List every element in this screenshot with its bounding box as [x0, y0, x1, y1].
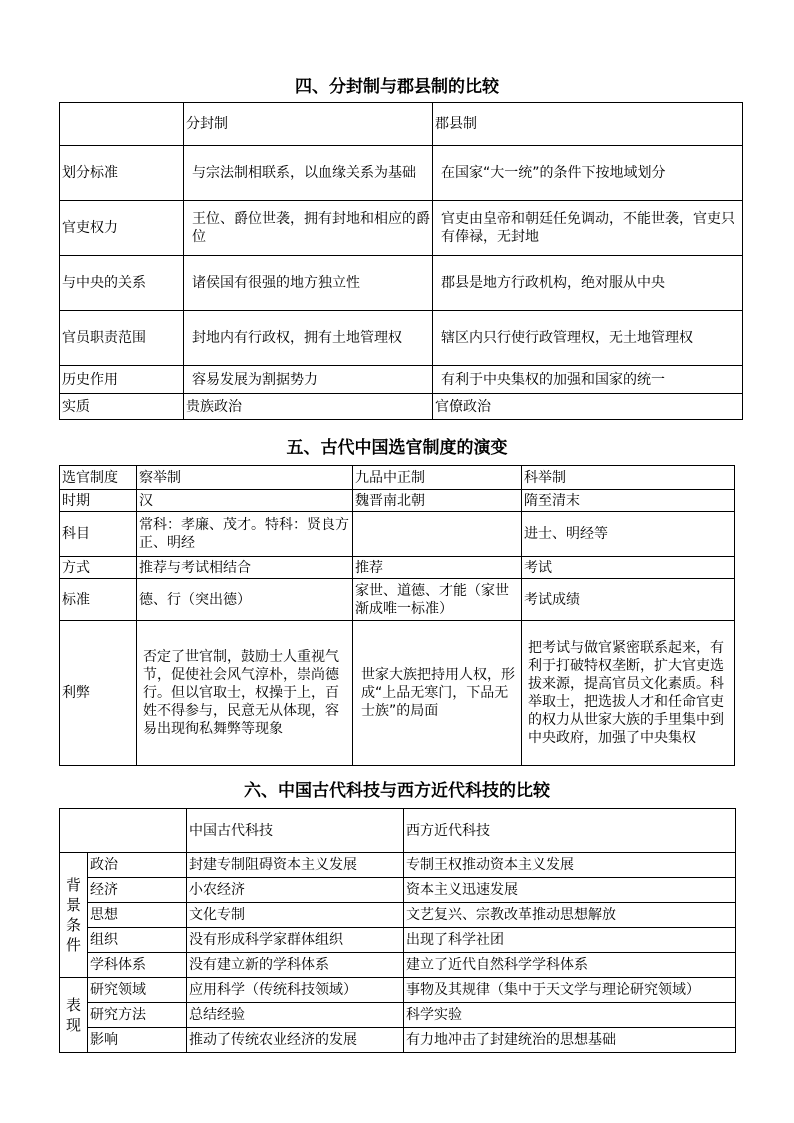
table-cell: 把考试与做官紧密联系起来，有利于打破特权垄断，扩大官吏选拔来源，提高官员文化素质。科举取士，把选拔人才和任命官吏的权力从世家大族的手里集中到中央政府，加强了中央集权: [522, 621, 735, 766]
header-west: 西方近代科技: [404, 809, 736, 853]
row-label: 科目: [60, 512, 137, 557]
row-label: 研究领域: [88, 978, 187, 1003]
table-cell: 辖区内只行使行政管理权，无土地管理权: [433, 311, 743, 366]
table-cell: 贵族政治: [184, 394, 433, 420]
table-cell: 世家大族把持用人权，形成“上品无寒门，下品无士族”的局面: [353, 621, 522, 766]
row-label: 经济: [88, 878, 187, 903]
table-cell: 家世、道德、才能（家世渐成唯一标准）: [353, 579, 522, 621]
table-cell: 魏晋南北朝: [353, 490, 522, 512]
table-cell: 考试成绩: [522, 579, 735, 621]
table-cell: 没有形成科学家群体组织: [187, 928, 404, 953]
row-label: 学科体系: [88, 953, 187, 978]
row-label: 与中央的关系: [60, 256, 184, 311]
row-label: 实质: [60, 394, 184, 420]
table-cell: 封建专制阻碍资本主义发展: [187, 853, 404, 878]
table-cell: 推荐与考试相结合: [137, 557, 353, 579]
row-label: 标准: [60, 579, 137, 621]
table-cell: 封地内有行政权，拥有土地管理权: [184, 311, 433, 366]
row-label: 方式: [60, 557, 137, 579]
group-label-performance: 表现: [60, 978, 88, 1053]
table-cell: 科举制: [522, 466, 735, 490]
row-label: 影响: [88, 1028, 187, 1053]
table-cell: 有利于中央集权的加强和国家的统一: [433, 366, 743, 394]
keji-table: [59, 808, 736, 1053]
row-label: 组织: [88, 928, 187, 953]
table-cell: 文艺复兴、宗教改革推动思想解放: [404, 903, 736, 928]
table-cell: 事物及其规律（集中于天文学与理论研究领域）: [404, 978, 736, 1003]
row-label: 官吏权力: [60, 201, 184, 256]
row-label: 思想: [88, 903, 187, 928]
table-cell: 出现了科学社团: [404, 928, 736, 953]
row-label: 研究方法: [88, 1003, 187, 1028]
header-empty: [60, 103, 184, 146]
table-cell: 官吏由皇帝和朝廷任免调动，不能世袭，官吏只有俸禄，无封地: [433, 201, 743, 256]
table-cell: 文化专制: [187, 903, 404, 928]
row-label: 历史作用: [60, 366, 184, 394]
table-cell: 诸侯国有很强的地方独立性: [184, 256, 433, 311]
table-cell: 推荐: [353, 557, 522, 579]
table-cell: 察举制: [137, 466, 353, 490]
row-label: 选官制度: [60, 466, 137, 490]
table-cell: 德、行（突出德）: [137, 579, 353, 621]
group-label-background: 背景条件: [60, 853, 88, 978]
header-empty: [60, 809, 187, 853]
table-cell: 有力地冲击了封建统治的思想基础: [404, 1028, 736, 1053]
row-label: 时期: [60, 490, 137, 512]
row-label: 官员职责范围: [60, 311, 184, 366]
row-label: 政治: [88, 853, 187, 878]
table-cell: 九品中正制: [353, 466, 522, 490]
xuanguan-table: [59, 465, 735, 766]
table-cell: 考试: [522, 557, 735, 579]
table-cell: 汉: [137, 490, 353, 512]
table-cell: 总结经验: [187, 1003, 404, 1028]
table-cell: 隋至清末: [522, 490, 735, 512]
table-cell: [353, 512, 522, 557]
header-fengjian: 分封制: [184, 103, 433, 146]
table-cell: 应用科学（传统科技领域）: [187, 978, 404, 1003]
table-cell: 在国家“大一统”的条件下按地域划分: [433, 146, 743, 201]
fengjian-junxian-table: [59, 102, 743, 420]
section5-title: 五、古代中国选官制度的演变: [286, 438, 508, 458]
table-cell: 王位、爵位世袭，拥有封地和相应的爵位: [184, 201, 433, 256]
table-cell: 否定了世官制，鼓励士人重视气节，促使社会风气淳朴，崇尚德行。但以官取士，权操于上，百姓不得参与，民意无从体现，容易出现徇私舞弊等现象: [137, 621, 353, 766]
table-cell: 与宗法制相联系，以血缘关系为基础: [184, 146, 433, 201]
table-cell: 专制王权推动资本主义发展: [404, 853, 736, 878]
table-cell: 常科：孝廉、茂才。特科：贤良方正、明经: [137, 512, 353, 557]
table-cell: 小农经济: [187, 878, 404, 903]
table-cell: 郡县是地方行政机构，绝对服从中央: [433, 256, 743, 311]
table-cell: 容易发展为割据势力: [184, 366, 433, 394]
table-cell: 科学实验: [404, 1003, 736, 1028]
table-cell: 官僚政治: [433, 394, 743, 420]
section6-title: 六、中国古代科技与西方近代科技的比较: [244, 781, 550, 801]
table-cell: 没有建立新的学科体系: [187, 953, 404, 978]
row-label: 利弊: [60, 621, 137, 766]
header-junxian: 郡县制: [433, 103, 743, 146]
table-cell: 推动了传统农业经济的发展: [187, 1028, 404, 1053]
header-china: 中国古代科技: [187, 809, 404, 853]
table-cell: 建立了近代自然科学学科体系: [404, 953, 736, 978]
table-cell: 资本主义迅速发展: [404, 878, 736, 903]
section4-title: 四、分封制与郡县制的比较: [295, 77, 499, 97]
row-label: 划分标准: [60, 146, 184, 201]
table-cell: 进士、明经等: [522, 512, 735, 557]
